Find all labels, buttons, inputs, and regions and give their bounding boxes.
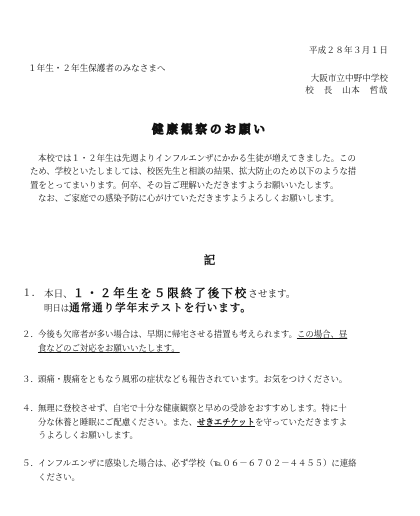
item-line: 分な休養と睡眠にご配慮ください。また、せきエチケットを守っていただきますよ: [38, 416, 348, 427]
item-line: 頭痛・腹痛をともなう風邪の症状なども報告されています。お気をつけください。: [38, 374, 348, 384]
item-number: ３．: [22, 374, 39, 384]
item-line: インフルエンザに感染した場合は、必ず学校（℡０６－６７０２－４４５５）に連絡: [38, 458, 357, 468]
list-item: [22, 402, 394, 443]
body-line: 置をとってまいります。何卒、その旨ご理解いただきますようお願いいたします。: [30, 179, 339, 190]
underlined-text: この場合、昼: [296, 329, 348, 339]
body-line: ため、学校といたしましては、校医先生と相談の結果、拡大防止のため以下のような措: [30, 166, 357, 177]
document-title: 健康観察のお願い: [152, 122, 268, 136]
item-line: 本日、１・２年生を５限終了後下校させます。: [44, 286, 296, 300]
item-number: ２．: [22, 329, 39, 339]
body-line: なお、ご家庭での感染予防に心がけていただきますようよろしくお願いします。: [38, 193, 339, 204]
school-name: 大阪市立中野中学校: [310, 74, 388, 84]
list-item: [22, 373, 394, 387]
item-line: 今後も欠席者が多い場合は、早期に帰宅させる措置も考えられます。この場合、昼: [38, 329, 348, 339]
item-line: うよろしくお願いします。: [38, 430, 138, 440]
item-line: 無理に登校させず、自宅で十分な健康観察と早めの受診をおすすめします。特に十: [38, 403, 347, 413]
item-number: １．: [22, 288, 42, 299]
item-number: ５．: [22, 458, 39, 468]
item-line: 明日は通常通り学年末テストを行います。: [44, 302, 252, 314]
underlined-text: せきエチケット: [197, 416, 255, 427]
emphasis-text: １・２年生を５限終了後下校: [72, 286, 249, 300]
ki-heading: 記: [203, 253, 217, 267]
list-item: [22, 328, 394, 355]
list-item: [22, 287, 394, 316]
body-line: 本校では１・２年生は先週よりインフルエンザにかかる生徒が増えてきました。この: [38, 153, 356, 163]
item-number: ４．: [22, 403, 39, 413]
letter-date: 平成２８年３月１日: [308, 46, 388, 56]
underlined-text: 食などのご対応をお願いいたします。: [38, 342, 180, 353]
addressee: １年生・２年生保護者のみなさまへ: [28, 64, 166, 74]
list-item: [22, 457, 394, 484]
body-paragraph: [30, 152, 388, 206]
principal-name: 校 長 山本 哲哉: [305, 86, 388, 96]
item-line: ください。: [38, 471, 80, 482]
emphasis-text: 通常通り学年末テストを行います。: [69, 302, 252, 314]
